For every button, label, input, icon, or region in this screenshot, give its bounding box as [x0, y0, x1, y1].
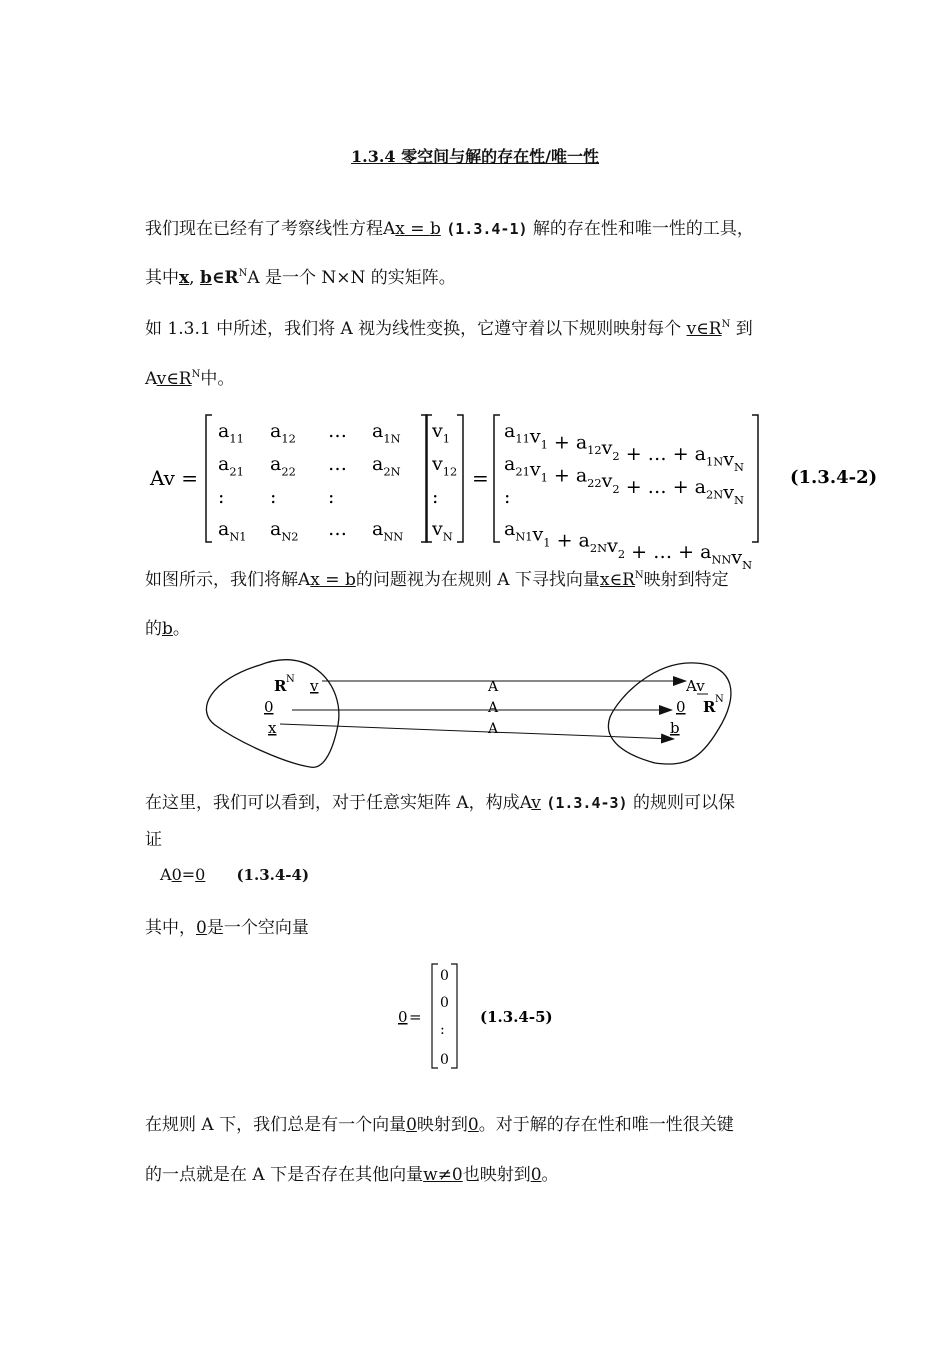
- vector-v-right-bracket: [457, 415, 463, 542]
- equation-4: [160, 865, 309, 884]
- vector-v-cell: :: [432, 486, 439, 508]
- p9-tail: 。对于解的存在性和唯一性很关键: [478, 1115, 734, 1135]
- p8-zero: 0: [196, 918, 207, 938]
- src-zero: 0: [264, 698, 274, 716]
- matrix-a-cells: [218, 420, 403, 544]
- paragraph-10: [145, 1163, 559, 1187]
- p5-x: x∈R: [599, 570, 635, 590]
- p10-tail: 。: [541, 1165, 559, 1185]
- src-x: x: [268, 719, 277, 737]
- zero-vec-left-bracket: [432, 964, 438, 1068]
- dst-av: Av: [686, 677, 705, 695]
- p4-tail: 中。: [200, 369, 235, 389]
- mtx-eq-num: (1.3.4-2): [790, 467, 878, 488]
- p5-pre: 如图所示，我们将解: [145, 570, 298, 590]
- p10-w: w≠0: [423, 1165, 463, 1185]
- result-cell: :: [504, 486, 511, 508]
- p7-expr: Av: [519, 793, 541, 813]
- paragraph-8: [145, 916, 309, 940]
- zero-vec-cell: 0: [440, 1052, 449, 1068]
- zero-vec-right-bracket: [451, 964, 457, 1068]
- eq4-a: A: [160, 865, 172, 884]
- matrix-a-cell: $a_{2N}$: [372, 453, 401, 479]
- matrix-a-cell: :: [328, 486, 335, 508]
- p7-pre: 在这里，我们可以看到，对于任意实矩阵 A，构成: [145, 793, 520, 813]
- zero-vec-cells: [440, 968, 449, 1068]
- matrix-a-cell: $a_{11}$: [218, 420, 244, 446]
- p1-eq: =: [404, 219, 430, 239]
- p3-tail: 到: [735, 319, 753, 339]
- paragraph-9: [145, 1113, 734, 1137]
- src-v: v: [310, 677, 319, 695]
- matrix-a-cell: …: [328, 453, 347, 475]
- p3-sup: N: [721, 319, 731, 330]
- matrix-a-cell: $a_{N1}$: [218, 518, 247, 544]
- matrix-a-cell: :: [218, 486, 225, 508]
- dst-zero: 0: [676, 698, 686, 716]
- p6-tail: 。: [172, 619, 190, 639]
- eq4-zero-b: 0: [195, 865, 206, 884]
- p5-lhs: Ax: [298, 570, 320, 590]
- paragraph-1: [145, 217, 754, 241]
- p9-zero-2: 0: [467, 1115, 479, 1135]
- p4-v: v∈R: [156, 369, 192, 389]
- matrix-a-cell: $a_{NN}$: [372, 518, 404, 544]
- p2-b: b: [199, 268, 212, 288]
- matrix-equation: [140, 405, 900, 573]
- result-cell: $a_{21}v_1 + a_{22}v_2$ + … + $a_{2N}v_N$: [504, 453, 744, 508]
- p5-eq: =: [319, 570, 345, 590]
- p2-tail: A 是一个 N×N 的实矩阵。: [247, 268, 456, 288]
- p9-pre: 在规则 A 下，我们总是有一个向量: [145, 1115, 407, 1135]
- paragraph-3: [145, 317, 753, 341]
- p5-sup: N: [634, 570, 644, 581]
- vector-v-cells: [431, 420, 457, 544]
- zero-vec-cell: 0: [440, 968, 449, 984]
- p5-tail: 映射到特定: [643, 570, 729, 590]
- p2-pre: 其中: [145, 268, 179, 288]
- p3-text: 如 1.3.1 中所述，我们将 A 视为线性变换，它遵守着以下规则映射每个: [145, 319, 682, 339]
- p2-x: x: [179, 268, 190, 288]
- zero-vec-lhs: 0: [398, 1008, 408, 1026]
- p2-sup: N: [238, 268, 248, 279]
- p8-tail: 是一个空向量: [206, 918, 309, 938]
- p9-zero-1: 0: [406, 1115, 417, 1135]
- arrow-label-3: A: [488, 721, 499, 737]
- vector-v-cell: $v_{12}$: [432, 453, 458, 479]
- zero-vec-num: (1.3.4-5): [480, 1008, 553, 1026]
- p1-tail: 解的存在性和唯一性的工具，: [532, 219, 754, 239]
- paragraph-7-wrap: 证: [145, 830, 162, 850]
- matrix-a-cell: $a_{12}$: [270, 420, 296, 446]
- p7-eq-num: (1.3.4-3): [546, 794, 628, 812]
- matrix-a-left-bracket: [206, 415, 212, 542]
- p5-rhs: b: [344, 570, 356, 590]
- p1-rhs: b: [429, 219, 441, 239]
- p2-comma: ,: [189, 268, 195, 288]
- p6-b: b: [162, 619, 173, 639]
- p10-zero: 0: [530, 1165, 542, 1185]
- eq4-eq: =: [181, 865, 196, 884]
- zero-vec-cell: :: [440, 1022, 445, 1038]
- codomain-label: R: [703, 698, 716, 716]
- mtx-lhs: Av =: [150, 466, 199, 490]
- paragraph-4: [145, 367, 234, 391]
- p8-pre: 其中，: [145, 918, 196, 938]
- zero-vec-cell: 0: [440, 995, 449, 1011]
- zero-vec-eq: =: [409, 1008, 422, 1026]
- p10-pre: 的一点就是在 A 下是否存在其他向量: [145, 1165, 424, 1185]
- matrix-a-cell: :: [270, 486, 277, 508]
- p1-eq-num: (1.3.4-1): [446, 220, 528, 238]
- arrow-x: [280, 724, 674, 739]
- arrow-label-1: A: [488, 679, 499, 695]
- matrix-a-cell: $a_{N2}$: [270, 518, 299, 544]
- paragraph-5: [145, 568, 729, 592]
- dst-b: b: [670, 719, 680, 737]
- mapping-diagram: [200, 655, 760, 775]
- result-cell: $a_{11}v_1 + a_{12}v_2$ + … + $a_{1N}v_N$: [504, 420, 744, 475]
- eq4-num: (1.3.4-4): [236, 866, 310, 884]
- zero-vector-equation: [390, 958, 590, 1078]
- domain-label: R: [274, 677, 287, 695]
- codomain-label-sup: N: [715, 694, 724, 705]
- p4-pre: A: [145, 369, 157, 389]
- arrow-label-2: A: [488, 700, 499, 716]
- matrix-a-cell: $a_{21}$: [218, 453, 244, 479]
- paragraph-2: [145, 266, 456, 290]
- section-title: 1.3.4 零空间与解的存在性/唯一性: [351, 147, 599, 166]
- result-cells: [504, 420, 752, 572]
- p4-sup: N: [191, 369, 201, 380]
- domain-label-sup: N: [286, 674, 295, 685]
- matrix-a-cell: $a_{1N}$: [372, 420, 401, 446]
- p6-pre: 的: [145, 619, 162, 639]
- paragraph-6: [145, 617, 190, 641]
- p1-intro: 我们现在已经有了考察线性方程: [145, 219, 383, 239]
- p1-lhs: Ax: [383, 219, 405, 239]
- matrix-a-cell: …: [328, 420, 347, 442]
- p5-mid: 的问题视为在规则 A 下寻找向量: [355, 570, 600, 590]
- p10-mid: 也映射到: [462, 1165, 531, 1185]
- p7-tail: 的规则可以保: [632, 793, 735, 813]
- matrix-a-cell: …: [328, 518, 347, 540]
- vector-v-cell: $v_1$: [432, 420, 450, 446]
- result-left-bracket: [494, 415, 500, 542]
- paragraph-7: [145, 791, 735, 815]
- matrix-a-cell: $a_{22}$: [270, 453, 296, 479]
- mtx-equals: =: [472, 466, 489, 490]
- vector-v-cell: $v_N$: [432, 518, 453, 544]
- eq4-zero: 0: [171, 865, 182, 884]
- result-cell: $a_{N1}v_1 + a_{2N}v_2$ + … + $a_{NN}v_N$: [504, 518, 753, 573]
- p9-mid: 映射到: [416, 1115, 468, 1135]
- p3-v: v∈R: [686, 319, 722, 339]
- p2-in: ∈R: [211, 268, 239, 288]
- result-right-bracket: [752, 415, 758, 542]
